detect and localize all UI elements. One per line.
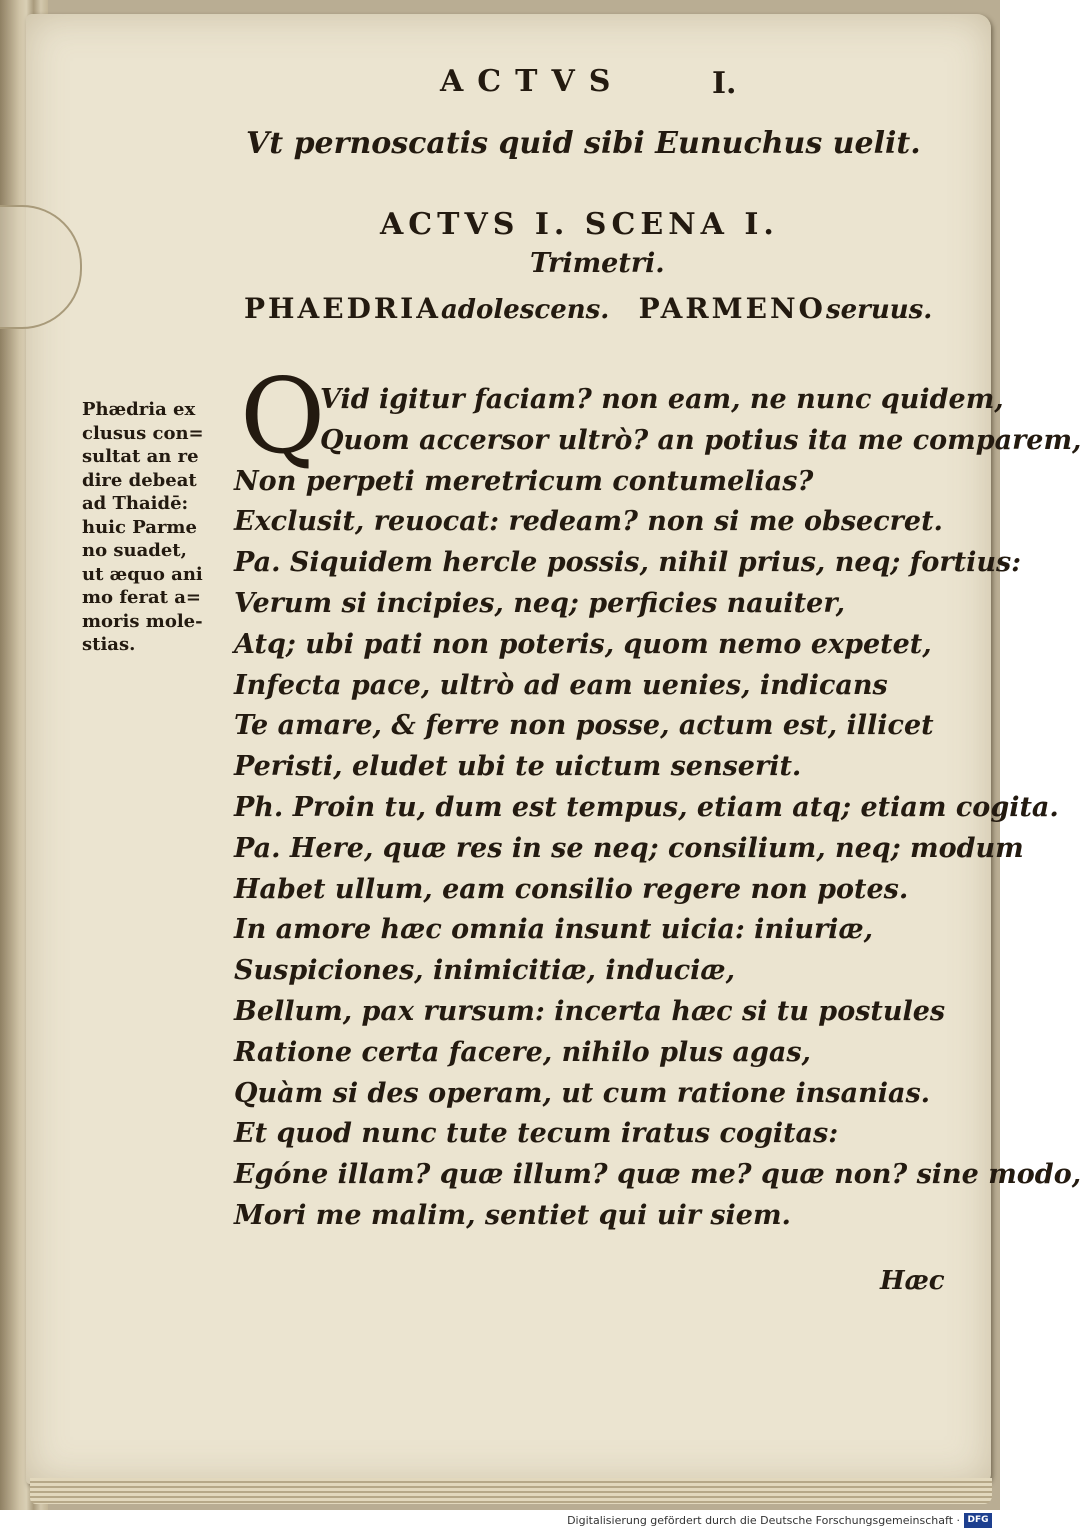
marginal-note-line: mo ferat a=: [82, 587, 201, 608]
verse-line: Mori me malim, sentiet qui uir siem.: [234, 1199, 791, 1231]
verse-text: [234, 380, 1081, 1237]
verse-line: Infecta pace, ultrò ad eam uenies, indicans: [234, 669, 888, 701]
marginal-note-line: no suadet,: [82, 540, 187, 561]
marginal-note-line: huic Parme: [82, 516, 197, 538]
verse-line: Pa. Here, quæ res in se neq; consilium, neq; modum: [234, 832, 1024, 864]
verse-line: Ph. Proin tu, dum est tempus, etiam atq; etiam cogita.: [234, 791, 1059, 823]
running-head: ACTVS: [440, 64, 625, 99]
dfg-logo: DFG: [964, 1513, 992, 1528]
marginal-note-line: ut æquo ani: [82, 563, 203, 585]
verse-line: Bellum, pax rursum: incerta hæc si tu postules: [234, 995, 946, 1027]
speaker2-name: PARMENO: [638, 292, 826, 325]
catchword: Hæc: [880, 1266, 945, 1296]
verse-line: Te amare, & ferre non posse, actum est, illicet: [234, 710, 934, 742]
page-number: I.: [712, 66, 737, 101]
marginal-note: [82, 398, 232, 657]
speaker2-role: seruus.: [825, 295, 933, 325]
verse-line: Vid igitur faciam? non eam, ne nunc quidem,: [320, 384, 1004, 415]
verse-line: In amore hæc omnia insunt uicia: iniuriæ,: [234, 914, 873, 946]
digitization-footer: [0, 1510, 1000, 1534]
marginal-note-line: stias.: [82, 634, 136, 655]
page-edges-bottom: [30, 1478, 992, 1504]
verse-line: Peristi, eludet ubi te uictum senserit.: [234, 751, 802, 783]
verse-line: Verum si incipies, neq; perficies nauiter,: [234, 587, 845, 619]
footer-credit: Digitalisierung gefördert durch die Deutsche Forschungsgemeinschaft ·: [567, 1514, 960, 1527]
marginal-note-line: clusus con=: [82, 422, 204, 444]
meter-label: Trimetri.: [530, 248, 665, 279]
drop-capital: Q: [240, 355, 326, 477]
cast-line: [244, 292, 932, 325]
marginal-note-line: ad Thaidē:: [82, 493, 189, 514]
speaker1-role: adolescens.: [440, 295, 610, 325]
verse-line: Atq; ubi pati non poteris, quom nemo expetet,: [234, 628, 932, 660]
verse-line: Pa. Siquidem hercle possis, nihil prius, neq; fortius:: [234, 547, 1022, 579]
verse-line: Habet ullum, eam consilio regere non potes.: [234, 873, 909, 905]
verse-line: Non perpeti meretricum contumelias?: [234, 465, 814, 497]
verse-line: Suspiciones, inimicitiæ, induciæ,: [234, 955, 735, 987]
verse-line: Ratione certa facere, nihilo plus agas,: [234, 1036, 811, 1068]
scene-heading: ACTVS I. SCENA I.: [380, 207, 779, 242]
verse-line: Quàm si des operam, ut cum ratione insanias.: [234, 1077, 931, 1109]
verse-line: Et quod nunc tute tecum iratus cogitas:: [234, 1118, 839, 1150]
verse-line: Quom accersor ultrò? an potius ita me comparem,: [320, 424, 1081, 456]
marginal-note-line: dire debeat: [82, 469, 197, 491]
marginal-note-line: Phædria ex: [82, 399, 196, 420]
preceding-line: Vt pernoscatis quid sibi Eunuchus uelit.: [246, 126, 921, 161]
marginal-note-line: sultat an re: [82, 446, 199, 467]
verse-line: Egóne illam? quæ illum? quæ me? quæ non? sine modo,: [234, 1159, 1081, 1191]
marginal-note-line: moris mole-: [82, 610, 203, 632]
verse-line: Exclusit, reuocat: redeam? non si me obsecret.: [234, 506, 943, 538]
speaker1-name: PHAEDRIA: [244, 292, 441, 325]
